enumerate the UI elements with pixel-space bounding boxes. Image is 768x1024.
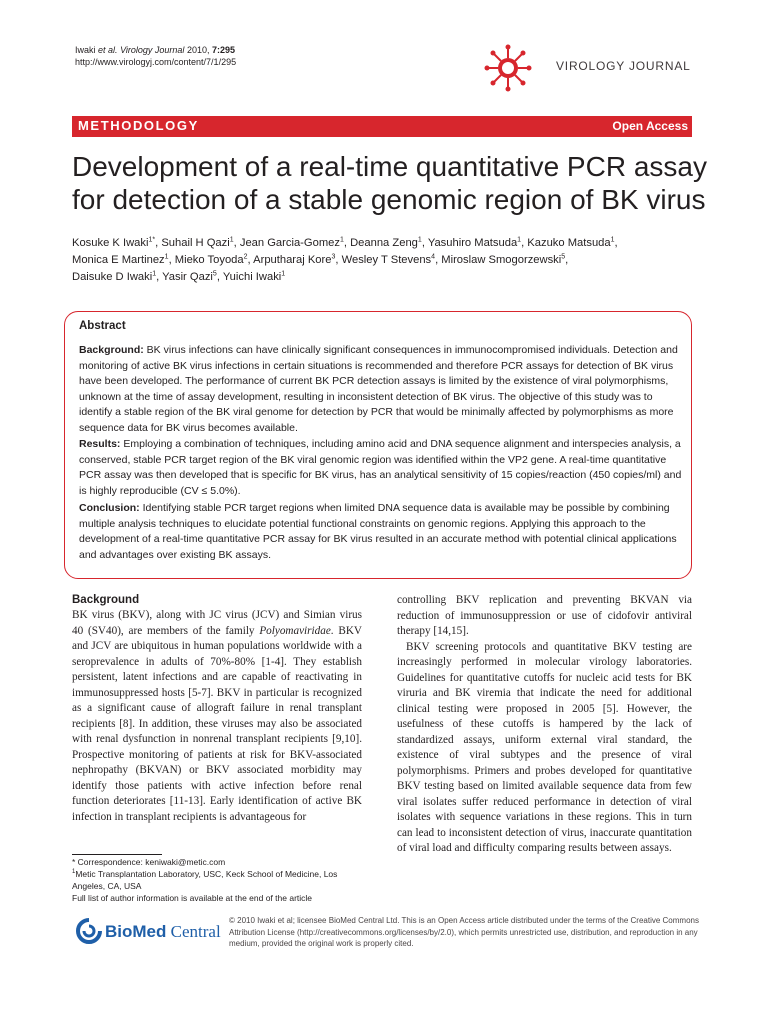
body-column-right [397,593,692,857]
author-affiliation-sup: 1 [517,236,522,244]
article-type-label: METHODOLOGY [78,118,199,133]
title-line-1: Development of a real-time quantitative PCR assay [72,151,707,182]
author-affiliation-sup: 1 [164,253,169,261]
author-name: Suhail H Qazi [161,237,230,249]
author-name: Monica E Martinez [72,254,165,266]
author-affiliation-sup: 5 [212,270,217,278]
author-name: Yasir Qazi [162,271,213,283]
author-affiliation-sup: 4 [431,253,436,261]
affiliation-note [72,868,362,892]
publisher-name-bio: BioMed [105,922,167,941]
biomed-swirl-icon [75,917,103,945]
author-affiliation-sup: 1 [229,236,234,244]
author-name: Yuichi Iwaki [222,271,282,283]
author-name: Miroslaw Smogorzewski [441,254,562,266]
body-paragraph [72,608,362,825]
citation-etal: et al. [98,45,118,55]
publisher-name-central: Central [166,922,221,941]
author-info-note: Full list of author information is available at the end of the article [72,893,313,903]
author-name: Kazuko Matsuda [527,237,611,249]
publisher-name [105,922,221,942]
footnote-rule [72,854,162,855]
title-line-2: for detection of a stable genomic region of BK virus [72,184,706,215]
author-name: Wesley T Stevens [341,254,432,266]
abstract-background [79,343,687,436]
author-affiliation-sup: 5 [561,253,566,261]
abstract-results [79,437,687,499]
author-affiliation-sup: 1 [152,270,157,278]
author-affiliation-sup: 1* [148,236,156,244]
open-access-label: Open Access [612,119,688,133]
correspondence-note: * Correspondence: keniwaki@metic.com [72,857,226,867]
license-text: © 2010 Iwaki et al; licensee BioMed Central Ltd. This is an Open Access article distributed under the terms of the Creative Commons Attribution License (http://creativecommons.org/licenses/by/2.0), which permits unrestricted use, distribution, and reproduction in any medium, provided the original work is properly cited. [229,916,699,948]
citation-year: 2010, [186,45,210,55]
section-heading-background: Background [72,594,140,606]
affiliation-sup: 1 [72,869,76,876]
body-paragraph: controlling BKV replication and preventing BKVAN via reduction of immunosuppression or use of cidofovir antiviral therapy [14,15]. [397,594,692,637]
citation-author: Iwaki [75,45,96,55]
author-affiliation-sup: 1 [281,270,286,278]
citation-header [75,44,236,68]
abstract-background-text: BK virus infections can have clinically significant consequences in immunocompromised individuals. Detection and monitoring of active BK virus infections in certain situations is recommended and therefore PCR assays for detection of BK virus have been developed. The performance of current BK PCR detection assays is limited by the existence of viral polymorphisms, unknown at the time of assay development, resulting in inconsistent detection of BK virus. The objective of this study was to identify a stable region of the BK viral genome for detection by PCR that would be minimally affected by polymorphisms as more sequence data for BK virus becomes available. [79,344,678,434]
author-name: Yasuhiro Matsuda [427,237,518,249]
author-list: Kosuke K Iwaki$^{1*}$, Suhail H Qazi$^1$, Jean Garcia-Gomez$^1$, Deanna Zeng$^1$, Yasuhiro Matsuda$^1$, Kazuko Matsuda$^1$, Monica E Martinez$^1$, Mieko Toyoda$^2$, Arputharaj Kore$^3$, Wesley T Stevens$^4$, Miroslaw Smogorzewski$^5$, Daisuke D Iwaki$^1$, Yasir Qazi$^5$, Yuichi Iwaki$^1$ [72,236,618,283]
publisher-logo [75,917,225,947]
abstract-background-label: Background: [79,344,144,356]
author-name: Arputharaj Kore [253,254,332,266]
abstract-box [64,311,692,579]
affiliation-text: Metic Transplantation Laboratory, USC, Keck School of Medicine, Los Angeles, CA, USA [72,869,338,891]
citation-volume: 7:295 [212,45,236,55]
abstract-results-text: Employing a combination of techniques, including amino acid and DNA sequence alignment and interspecies analysis, a conserved, stable PCR target region of the BK viral genomic region was identified within the VP2 gene. A real-time quantitative PCR assay was then developed that is specific for BK virus, has an analytical sensitivity of 15 copies/reaction (450 copies/ml) and is highly reproducible (CV ≤ 5.0%). [79,438,682,497]
abstract-results-label: Results: [79,438,121,450]
citation-journal: Virology Journal [120,45,185,55]
section-band [72,116,692,137]
journal-logo [482,42,702,92]
body-italic-term: Polyomaviridae [259,624,331,637]
citation-url[interactable]: http://www.virologyj.com/content/7/1/295 [75,57,237,67]
abstract-conclusion-text: Identifying stable PCR target regions when limited DNA sequence data is available may be possible by combining multiple analysis techniques to elucidate potential functional constraints on genomic regions. Applying this approach to the development of a real-time quantitative PCR assay for BK virus resulted in an accurate method with potential clinical applications and advantages over existing BK assays. [79,502,677,561]
article-title [72,150,712,216]
author-affiliation-sup: 1 [610,236,615,244]
journal-name: VIROLOGY JOURNAL [556,59,691,73]
author-name: Jean Garcia-Gomez [239,237,340,249]
body-text: BK virus (BKV), along with JC virus (JCV) and Simian virus 40 (SV40), are members of the family [72,609,362,637]
citation-line [75,44,236,56]
author-name: Daisuke D Iwaki [72,271,153,283]
author-affiliation-sup: 2 [243,253,248,261]
abstract-heading: Abstract [79,320,126,332]
abstract-conclusion-label: Conclusion: [79,502,140,514]
virus-icon [482,42,534,94]
author-affiliation-sup: 1 [339,236,344,244]
footnotes [72,856,362,904]
body-paragraph: BKV screening protocols and quantitative BKV testing are increasingly performed in molecular virology laboratories. Guidelines for quantitative cutoffs for nucleic acid tests for BK viruria and BK viremia that indicate the need for additional clinical testing were proposed in 2005 [5]. However, the usefulness of these cutoffs is hampered by the lack of standardized assays, uniform external viral standard, the existence of viral subtypes and the presence of viral polymorphisms. Primers and probes developed for quantitative BKV testing based on limited available sequence data from few viral isolates suffer reduced performance in detection of viral isolates with sequence variations in these regions. This in turn can lead to inconsistent detection of virus, inaccurate quantitation of viral load and difficulty comparing results between assays. [397,640,692,854]
author-affiliation-sup: 3 [331,253,336,261]
body-column-left [72,593,362,825]
author-name: Mieko Toyoda [174,254,244,266]
author-name: Deanna Zeng [350,237,418,249]
author-affiliation-sup: 1 [417,236,422,244]
body-text: . BKV and JCV are ubiquitous in human populations worldwide with a seroprevalence in adults of 70%-80% [1-4]. They establish persistent, latent infections and are capable of reactivating in immunosuppressed hosts [5-7]. BKV in particular is recognized as a significant cause of allograft failure in renal transplant recipients [8]. In addition, these viruses may also be associated with renal dysfunction in nonrenal transplant recipients [9,10]. Prospective monitoring of patients at risk for BKV-associated nephropathy (BKVAN) or BKV associated morbidity may identify those patients with active infection before renal function deteriorates [11-13]. Early identification of active BK infection in transplant recipients is advantageous for [72,624,363,823]
author-name: Kosuke K Iwaki [72,237,149,249]
abstract-conclusion [79,501,687,563]
